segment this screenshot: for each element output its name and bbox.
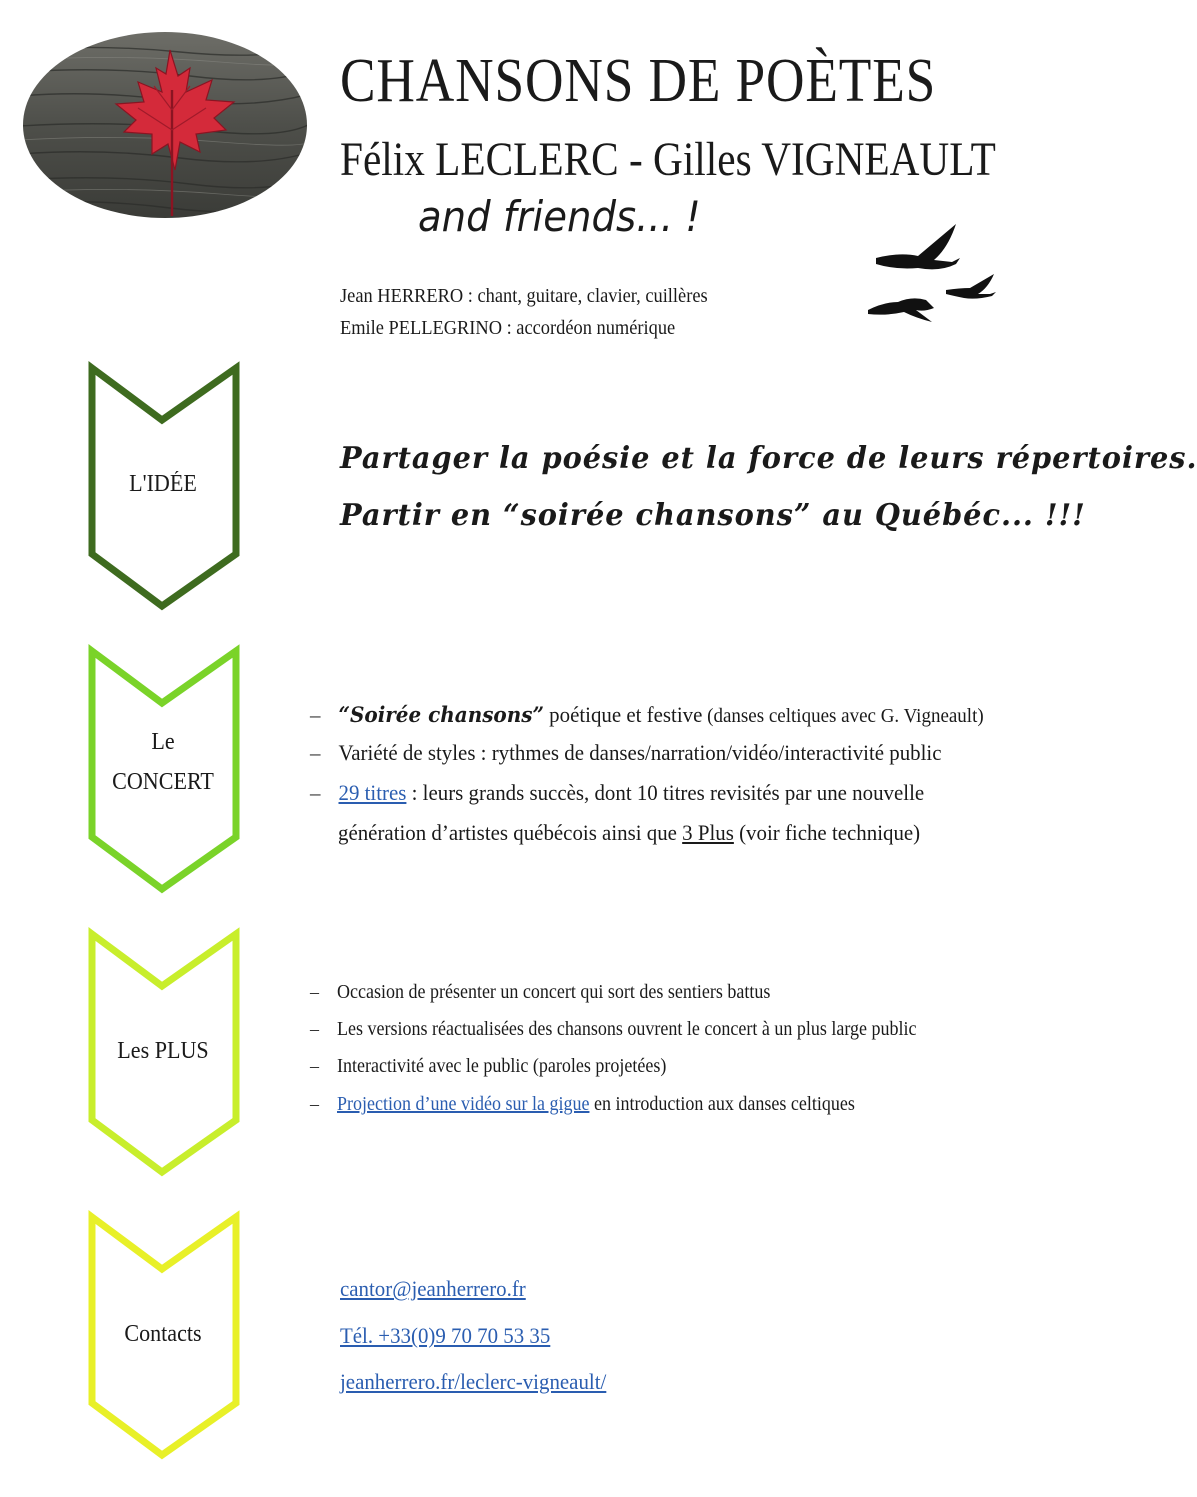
plus-item-1 bbox=[310, 982, 770, 1002]
idea-line-2: Partir en “soirée chansons” au Québéc... !!! bbox=[340, 498, 1086, 533]
email-link[interactable]: cantor@jeanherrero.fr bbox=[340, 1276, 526, 1301]
plus-item-4-text: en introduction aux danses celtiques bbox=[589, 1093, 855, 1115]
idea-line-1: Partager la poésie et la force de leurs répertoires. bbox=[340, 441, 1197, 476]
concert-item-1-text: poétique et festive bbox=[543, 702, 703, 727]
page-title: CHANSONS DE POÈTES bbox=[340, 47, 937, 115]
concert-item-3 bbox=[310, 782, 924, 804]
performer-2: Emile PELLEGRINO : accordéon numérique bbox=[340, 317, 676, 339]
tagline: and friends... ! bbox=[418, 192, 701, 241]
concert-item-3-cont-end: (voir fiche technique) bbox=[733, 820, 921, 845]
maple-leaf-icon bbox=[20, 30, 310, 220]
idea-label: L'IDÉE bbox=[129, 471, 197, 497]
concert-item-1-note: (danses celtiques avec G. Vigneault) bbox=[702, 705, 984, 727]
bullet-dash: – bbox=[310, 1093, 319, 1115]
video-gigue-link[interactable]: Projection d’une vidéo sur la gigue bbox=[337, 1093, 590, 1115]
3-plus-link[interactable]: 3 Plus bbox=[682, 820, 734, 845]
contacts-label: Contacts bbox=[124, 1321, 202, 1347]
plus-label: Les PLUS bbox=[117, 1038, 209, 1064]
29-titres-link[interactable]: 29 titres bbox=[338, 780, 407, 805]
bullet-dash: – bbox=[310, 780, 321, 805]
soiree-quote: “Soirée chansons” bbox=[338, 702, 544, 727]
bullet-dash: – bbox=[310, 981, 319, 1003]
bullet-dash: – bbox=[310, 740, 321, 765]
plus-item-2-text: Les versions réactualisées des chansons ouvrent le concert à un plus large public bbox=[337, 1018, 917, 1040]
plus-item-3 bbox=[310, 1056, 666, 1076]
bullet-dash: – bbox=[310, 702, 321, 727]
concert-item-3-cont-text: génération d’artistes québécois ainsi que bbox=[338, 820, 683, 845]
plus-item-1-text: Occasion de présenter un concert qui sort des sentiers battus bbox=[337, 981, 771, 1003]
concert-item-3-text: : leurs grands succès, dont 10 titres revisités par une nouvelle bbox=[406, 780, 925, 805]
concert-item-1 bbox=[310, 704, 984, 726]
plus-item-2 bbox=[310, 1019, 916, 1039]
plus-item-3-text: Interactivité avec le public (paroles projetées) bbox=[337, 1055, 667, 1077]
concert-item-2-text: Variété de styles : rythmes de danses/narration/vidéo/interactivité public bbox=[338, 740, 942, 765]
performer-1: Jean HERRERO : chant, guitare, clavier, cuillères bbox=[340, 285, 708, 307]
concert-label-1: Le bbox=[151, 729, 175, 755]
concert-label-2: CONCERT bbox=[112, 769, 214, 795]
page-subtitle: Félix LECLERC - Gilles VIGNEAULT bbox=[340, 133, 996, 186]
bullet-dash: – bbox=[310, 1055, 319, 1077]
concert-item-2 bbox=[310, 742, 942, 764]
geese-icon bbox=[860, 218, 1000, 326]
bullet-dash: – bbox=[310, 1018, 319, 1040]
concert-item-3-cont bbox=[338, 822, 920, 844]
website-link[interactable]: jeanherrero.fr/leclerc-vigneault/ bbox=[340, 1369, 607, 1394]
phone-link[interactable]: Tél. +33(0)9 70 70 53 35 bbox=[340, 1323, 551, 1348]
plus-item-4 bbox=[310, 1094, 855, 1114]
